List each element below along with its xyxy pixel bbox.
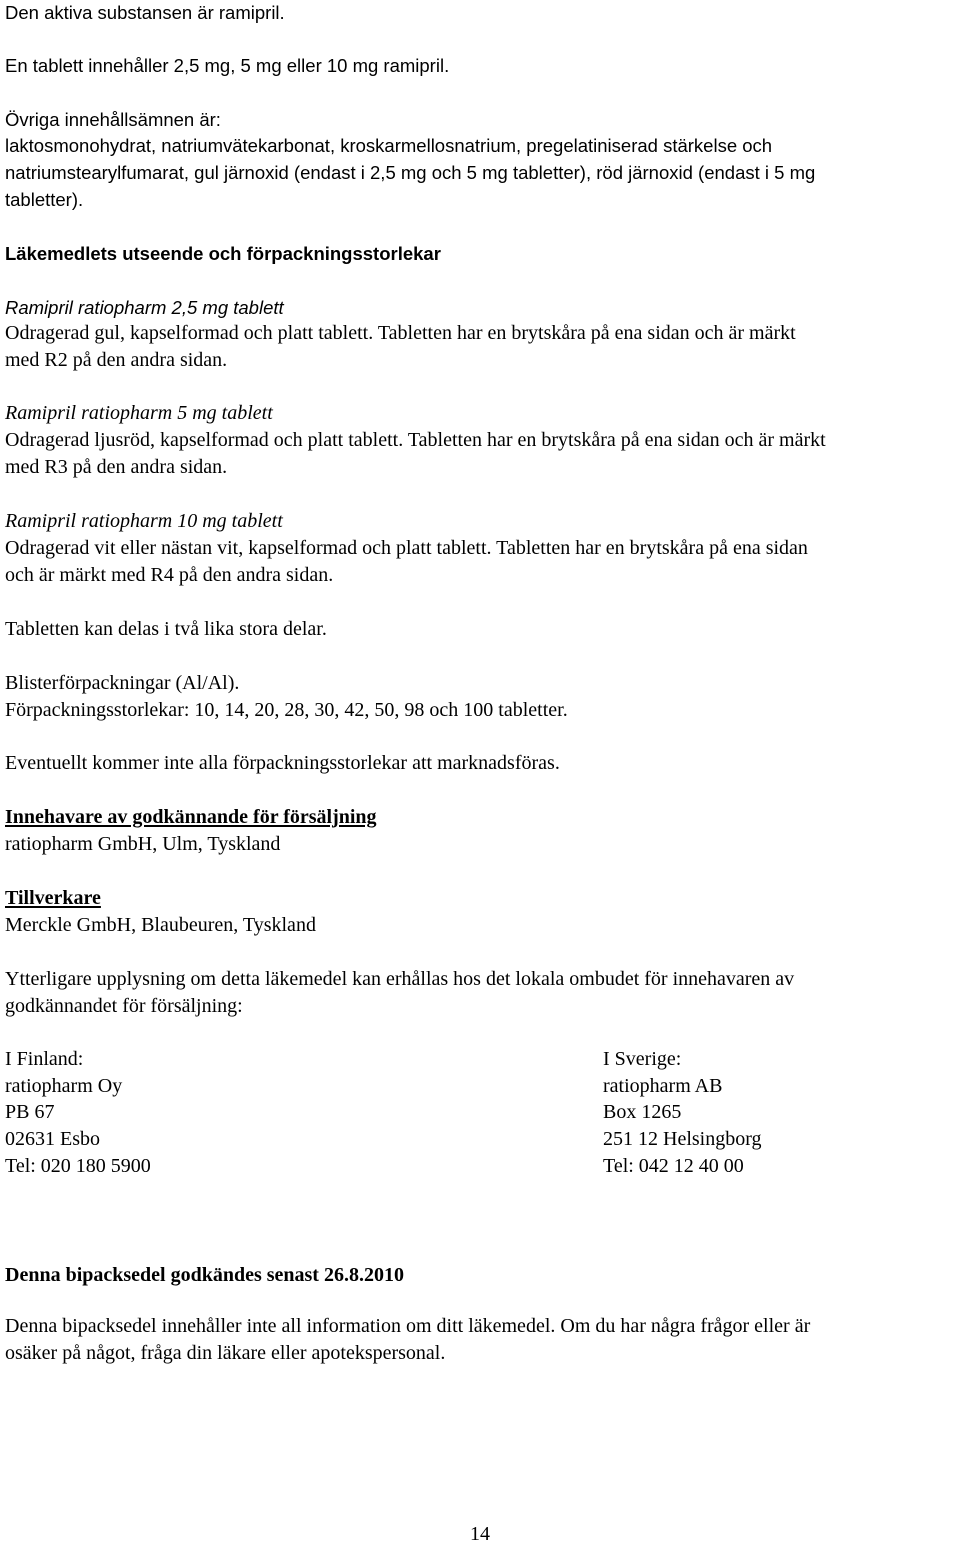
contact-sweden-company: ratiopharm AB [603,1075,723,1097]
contact-sweden-phone: Tel: 042 12 40 00 [603,1155,744,1177]
divisible-text: Tabletten kan delas i två lika stora delar. [5,618,327,640]
manufacturer-value: Merckle GmbH, Blaubeuren, Tyskland [5,914,316,936]
manufacturer-heading: Tillverkare [5,887,101,909]
blister-text: Blisterförpackningar (Al/Al). [5,672,240,694]
variant-description: Odragerad ljusröd, kapselformad och platt tablett. Tabletten har en brytskåra på ena sidan och är märkt [5,429,826,451]
variant-description: med R2 på den andra sidan. [5,349,228,371]
holder-value: ratiopharm GmbH, Ulm, Tyskland [5,833,281,855]
other-ingredients-line: tabletter). [5,189,84,210]
more-info-line: godkännandet för försäljning: [5,995,243,1017]
appearance-heading: Läkemedlets utseende och förpackningsstorlekar [5,243,441,264]
more-info-line: Ytterligare upplysning om detta läkemedel kan erhållas hos det lokala ombudet för innehavaren av [5,968,795,990]
contact-sweden-city: 251 12 Helsingborg [603,1128,762,1150]
contact-finland-country: I Finland: [5,1048,84,1070]
contact-finland-box: PB 67 [5,1101,55,1123]
variant-title: Ramipril ratiopharm 5 mg tablett [5,402,273,424]
contact-sweden-box: Box 1265 [603,1101,682,1123]
other-ingredients-line: natriumstearylfumarat, gul järnoxid (endast i 2,5 mg och 5 mg tabletter), röd järnoxid (endast i 5 mg [5,162,816,183]
variant-description: och är märkt med R4 på den andra sidan. [5,564,334,586]
approval-line: Denna bipacksedel innehåller inte all information om ditt läkemedel. Om du har några frågor eller är [5,1315,811,1337]
contact-sweden-country: I Sverige: [603,1048,682,1070]
contact-finland-company: ratiopharm Oy [5,1075,123,1097]
approval-heading: Denna bipacksedel godkändes senast 26.8.2010 [5,1264,404,1286]
active-substance-text: Den aktiva substansen är ramipril. [5,2,285,23]
contact-finland-city: 02631 Esbo [5,1128,100,1150]
variant-description: med R3 på den andra sidan. [5,456,228,478]
variant-title: Ramipril ratiopharm 2,5 mg tablett [5,297,284,318]
page-number: 14 [470,1523,490,1545]
holder-heading: Innehavare av godkännande för försäljning [5,806,377,828]
pack-sizes-text: Förpackningsstorlekar: 10, 14, 20, 28, 30, 42, 50, 98 och 100 tabletter. [5,699,568,721]
marketing-note: Eventuellt kommer inte alla förpackningsstorlekar att marknadsföras. [5,752,560,774]
approval-line: osäker på något, fråga din läkare eller apotekspersonal. [5,1342,446,1364]
contact-finland-phone: Tel: 020 180 5900 [5,1155,151,1177]
other-ingredients-heading: Övriga innehållsämnen är: [5,109,221,130]
tablet-content-text: En tablett innehåller 2,5 mg, 5 mg eller 10 mg ramipril. [5,55,450,76]
variant-title: Ramipril ratiopharm 10 mg tablett [5,510,283,532]
other-ingredients-line: laktosmonohydrat, natriumvätekarbonat, kroskarmellosnatrium, pregelatiniserad stärkelse och [5,135,773,156]
variant-description: Odragerad vit eller nästan vit, kapselformad och platt tablett. Tabletten har en brytskåra på ena sidan [5,537,808,559]
variant-description: Odragerad gul, kapselformad och platt tablett. Tabletten har en brytskåra på ena sidan och är märkt [5,322,796,344]
